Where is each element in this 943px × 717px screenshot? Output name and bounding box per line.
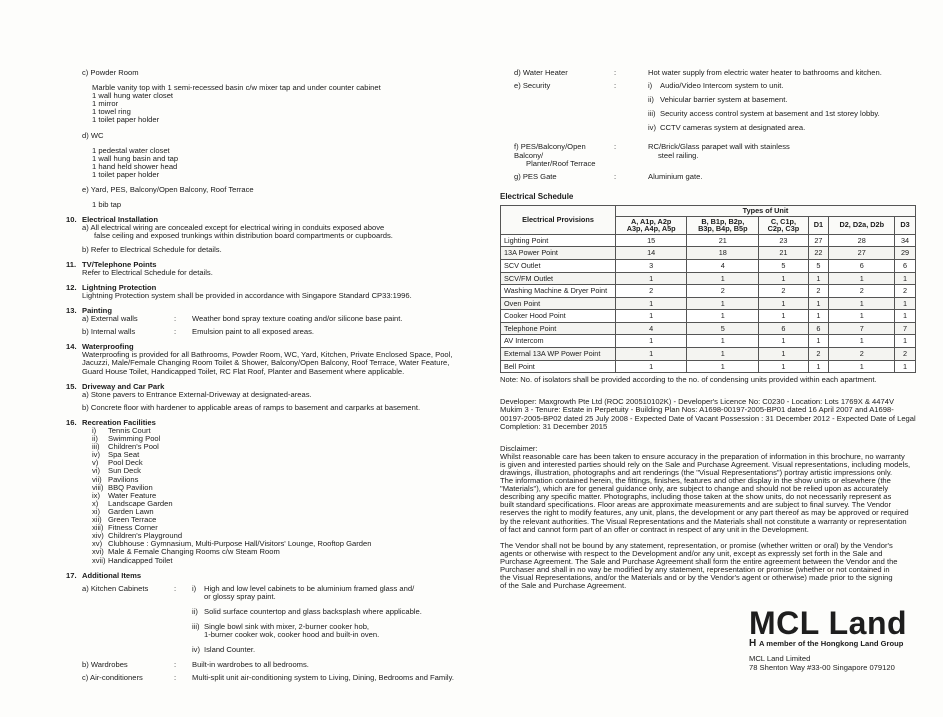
list-item: ii) Solid surface countertop and glass backsplash where applicable. (192, 606, 422, 616)
yard-item: 1 bib tap (92, 200, 122, 210)
section-title-additional: 17. Additional Items (66, 570, 142, 580)
table-header: B, B1p, B2p, B3p, B4p, B5p (687, 216, 759, 234)
company-address: MCL Land Limited 78 Shenton Way #33-00 Singapore 079120 (749, 654, 895, 672)
disclaimer-paragraph-2: The Vendor shall not be bound by any statement, representation, or promise (whether written or oral) by the Vendor's agents or otherwise with respect to the Development and/or any unit, except as expressly set forth in the Sale and Purchase Agreement. The Sale and Purchase Agreement shall form the entire agreement between the Vendor and the Purchaser and shall in no way be modified by any statement, representation or promise (whether or not contained in the Visual Representations, and/or the Materials and or by the Vendor's agent or otherwise) made prior to the signing of the Sale and Purchase Agreement. (500, 540, 898, 591)
water-heater: d) Water Heater : Hot water supply from electric water heater to bathrooms and kitchen. (514, 68, 882, 77)
table-cell: 1 (759, 335, 808, 348)
electrical-b: b) Refer to Electrical Schedule for details. (82, 244, 222, 254)
table-cell-provision: Cooker Hood Point (501, 310, 616, 323)
table-cell: 1 (687, 348, 759, 361)
table-row (501, 322, 916, 335)
logo-tagline: H A member of the Hongkong Land Group (749, 638, 904, 649)
list-item: vi) Sun Deck (92, 466, 141, 476)
table-header: A, A1p, A2p A3p, A4p, A5p (616, 216, 687, 234)
table-cell: 5 (808, 259, 829, 272)
table-cell: 22 (808, 247, 829, 260)
table-cell: 2 (687, 285, 759, 298)
section-title-lightning: 12. Lightning Protection (66, 282, 157, 292)
table-cell: 1 (829, 335, 895, 348)
table-cell: 1 (895, 360, 916, 373)
section-title-electrical: 10. Electrical Installation (66, 215, 158, 225)
table-cell: 1 (687, 310, 759, 323)
table-cell: 1 (759, 348, 808, 361)
table-header: Types of Unit (616, 205, 916, 216)
table-cell: 1 (687, 272, 759, 285)
hongkong-land-mark-icon: H (749, 638, 757, 649)
list-item: xiv) Children's Playground (92, 531, 183, 541)
security: e) Security : i) Audio/Video Intercom system to unit. ii) Vehicular barrier system at basement. iii) Security access control system at basement and 1st storey lobby. iv) CCTV cameras system at designated area. (500, 82, 920, 138)
table-cell: 1 (895, 310, 916, 323)
section-title-recreation: 16. Recreation Facilities (66, 417, 156, 427)
table-cell: 4 (616, 322, 687, 335)
wc-items (66, 147, 486, 179)
table-cell: 1 (829, 360, 895, 373)
table-cell: 21 (687, 234, 759, 247)
list-item: xii) Green Terrace (92, 515, 157, 525)
wardrobes: b) Wardrobes : Built-in wardrobes to all bedrooms. (82, 660, 309, 670)
list-item: 1 hand held shower head (92, 161, 178, 171)
table-cell: 29 (895, 247, 916, 260)
pes-gate: g) PES Gate : Aluminium gate. (514, 171, 703, 181)
table-cell: 1 (759, 310, 808, 323)
mcl-land-logo (749, 607, 907, 672)
table-cell-provision: 13A Power Point (501, 247, 616, 260)
powder-room-title: c) Powder Room (82, 68, 139, 77)
table-cell: 23 (759, 234, 808, 247)
recreation-list (66, 427, 486, 565)
table-cell-provision: SCV Outlet (501, 259, 616, 272)
list-item: Marble vanity top with 1 semi-recessed basin c/w mixer tap and under counter cabinet (92, 83, 381, 93)
air-conditioners: c) Air-conditioners : Multi-split unit air-conditioning system to Living, Dining, Bedrooms and Family. (82, 673, 454, 683)
security-list (648, 82, 920, 132)
table-cell: 21 (759, 247, 808, 260)
list-item: x) Landscape Garden (92, 498, 173, 508)
table-row (501, 335, 916, 348)
table-row (501, 247, 916, 260)
list-item: iii) Security access control system at basement and 1st storey lobby. (648, 109, 880, 119)
driveway-b: b) Concrete floor with hardener to applicable areas of ramps to basement and carparks at basement. (82, 402, 421, 412)
table-cell: 18 (687, 247, 759, 260)
table-row (501, 348, 916, 361)
list-item: iv) CCTV cameras system at designated area. (648, 123, 806, 133)
table-cell: 5 (687, 322, 759, 335)
painting-external: a) External walls : Weather bond spray texture coating and/or silicone base paint. (82, 314, 403, 324)
powder-room-items (66, 84, 486, 124)
section-title-waterproofing: 14. Waterproofing (66, 342, 134, 352)
list-item: iv) Island Counter. (192, 645, 256, 655)
table-cell: 1 (687, 335, 759, 348)
table-cell: 4 (687, 259, 759, 272)
section-title-driveway: 15. Driveway and Car Park (66, 381, 165, 391)
list-item: iii) Single bowl sink with mixer, 2-burner cooker hob, 1-burner cooker wok, cooker hood and built-in oven. (192, 621, 380, 640)
table-cell: 2 (895, 348, 916, 361)
table-cell: 1 (895, 272, 916, 285)
disclaimer-title: Disclaimer: (500, 443, 538, 453)
table-cell: 1 (616, 272, 687, 285)
table-cell: 1 (808, 310, 829, 323)
list-item: vii) Pavilions (92, 474, 139, 484)
table-cell: 2 (829, 348, 895, 361)
tv-body: Refer to Electrical Schedule for details. (82, 267, 213, 277)
table-cell-provision: Oven Point (501, 297, 616, 310)
kitchen-cabinets: a) Kitchen Cabinets : i) High and low level cabinets to be aluminium framed glass and/ or glossy spray paint. ii) Solid surface countertop and glass backsplash where applicable. iii) Single bowl sink with mixer, 2-burner cooker hob, 1-burner cooker wok, cooker hood and built-in oven. iv) Island Counter. (66, 585, 486, 662)
table-cell-provision: External 13A WP Power Point (501, 348, 616, 361)
list-item: ix) Water Feature (92, 490, 157, 500)
table-cell: 1 (895, 297, 916, 310)
table-header: D2, D2a, D2b (829, 216, 895, 234)
list-item: viii) BBQ Pavilion (92, 482, 153, 492)
table-cell: 2 (808, 285, 829, 298)
yard-title: e) Yard, PES, Balcony/Open Balcony, Roof Terrace (82, 185, 254, 195)
table-row (501, 360, 916, 373)
table-row (501, 272, 916, 285)
list-item: 1 toilet paper holder (92, 169, 160, 179)
table-cell: 27 (808, 234, 829, 247)
table-cell: 2 (808, 348, 829, 361)
table-cell: 1 (687, 360, 759, 373)
table-cell: 1 (808, 272, 829, 285)
table-cell: 5 (759, 259, 808, 272)
table-cell: 1 (616, 310, 687, 323)
list-item: iv) Spa Seat (92, 450, 140, 460)
left-column (66, 69, 486, 682)
table-cell: 1 (616, 297, 687, 310)
table-cell: 1 (616, 348, 687, 361)
electrical-schedule-table (500, 205, 916, 373)
table-cell: 1 (759, 297, 808, 310)
table-cell: 28 (829, 234, 895, 247)
table-cell: 1 (808, 335, 829, 348)
table-cell: 6 (808, 322, 829, 335)
table-row (501, 285, 916, 298)
developer-info: Developer: Maxgrowth Pte Ltd (ROC 200510102K) - Developer's Licence No: C0230 - Location: Lots 1769X & 4474V Mukim 3 - Tenure: Estate in Perpetuity - Building Plan Nos: A1698-00197-2005-BP01 dated 16 April 2007 and A1698- 00197-2005-BP02 dated 25 July 2008 - Expected Date of Vacant Possession : 31 December 2012 - Expected Date of Legal Completion: 31 December 2015 (500, 397, 916, 431)
wc-title: d) WC (82, 130, 104, 140)
table-cell: 7 (895, 322, 916, 335)
table-cell: 27 (829, 247, 895, 260)
list-item: xvi) Male & Female Changing Rooms c/w Steam Room (92, 547, 280, 557)
section-title-painting: 13. Painting (66, 305, 112, 315)
table-cell: 1 (895, 335, 916, 348)
list-item: 1 wall hung basin and tap (92, 153, 179, 163)
table-cell-provision: Telephone Point (501, 322, 616, 335)
table-cell: 6 (895, 259, 916, 272)
table-cell-provision: SCV/FM Outlet (501, 272, 616, 285)
table-cell: 2 (829, 285, 895, 298)
table-cell: 2 (895, 285, 916, 298)
table-cell-provision: Washing Machine & Dryer Point (501, 285, 616, 298)
table-cell-provision: AV Intercom (501, 335, 616, 348)
right-column (500, 69, 920, 590)
table-cell: 1 (829, 310, 895, 323)
table-row (501, 297, 916, 310)
list-item: i) High and low level cabinets to be aluminium framed glass and/ or glossy spray paint. (192, 583, 415, 601)
table-header: C, C1p, C2p, C3p (759, 216, 808, 234)
table-header: Electrical Provisions (501, 205, 616, 234)
table-cell: 2 (616, 285, 687, 298)
table-cell: 1 (759, 272, 808, 285)
list-item: i) Tennis Court (92, 426, 151, 435)
table-cell: 1 (808, 360, 829, 373)
list-item: 1 towel ring (92, 107, 131, 117)
table-row (501, 234, 916, 247)
table-cell: 6 (829, 259, 895, 272)
table-cell: 1 (759, 360, 808, 373)
list-item: 1 toilet paper holder (92, 115, 160, 125)
electrical-a-cont: false ceiling and exposed trunkings within distribution board compartments or cupboards. (94, 231, 393, 241)
table-cell: 34 (895, 234, 916, 247)
list-item: 1 wall hung water closet (92, 91, 174, 101)
list-item: xiii) Fitness Corner (92, 523, 158, 533)
table-cell: 1 (616, 335, 687, 348)
list-item: xv) Clubhouse : Gymnasium, Multi-Purpose Hall/Visitors' Lounge, Rooftop Garden (92, 539, 372, 549)
table-cell: 3 (616, 259, 687, 272)
painting-internal: b) Internal walls : Emulsion paint to all exposed areas. (82, 327, 314, 337)
table-cell: 1 (829, 272, 895, 285)
lightning-body: Lightning Protection system shall be provided in accordance with Singapore Standard CP33:1996. (82, 290, 412, 300)
table-cell: 14 (616, 247, 687, 260)
logo-wordmark: MCL Land (749, 605, 908, 641)
table-cell: 6 (759, 322, 808, 335)
list-item: xi) Garden Lawn (92, 506, 154, 516)
list-item: 1 pedestal water closet (92, 145, 170, 155)
table-cell: 1 (829, 297, 895, 310)
list-item: i) Audio/Video Intercom system to unit. (648, 81, 784, 91)
list-item: 1 mirror (92, 99, 119, 109)
list-item: ii) Swimming Pool (92, 434, 161, 444)
list-item: ii) Vehicular barrier system at basement. (648, 95, 788, 105)
electrical-schedule-title: Electrical Schedule (500, 191, 574, 201)
list-item: v) Pool Deck (92, 458, 143, 468)
table-cell: 1 (808, 297, 829, 310)
table-cell: 2 (759, 285, 808, 298)
table-cell: 7 (829, 322, 895, 335)
kitchen-cabinet-list (192, 585, 486, 655)
table-cell-provision: Lighting Point (501, 234, 616, 247)
driveway-a: a) Stone pavers to Entrance External-Driveway at designated-areas. (82, 389, 312, 399)
table-cell-provision: Bell Point (501, 360, 616, 373)
schedule-note: Note: No. of isolators shall be provided according to the no. of condensing units provided within each apartment. (500, 375, 877, 385)
electrical-a: a) All electrical wiring are concealed except for electrical wiring in conduits exposed above (82, 223, 385, 233)
table-cell: 15 (616, 234, 687, 247)
list-item: iii) Children's Pool (92, 442, 159, 452)
pes-balcony: f) PES/Balcony/Open Balcony/ Planter/Roof Terrace : RC/Brick/Glass parapet wall with stainless steel railing. (514, 142, 790, 168)
list-item: xvii) Handicapped Toilet (92, 555, 173, 565)
table-cell: 1 (687, 297, 759, 310)
disclaimer-paragraph-1: Whilst reasonable care has been taken to ensure accuracy in the preparation of information in this brochure, no warranty is given and interested parties should rely on the Sale and Purchase Agreement. Visual representations, including models, drawings, illustration, photographs and art renderings (the "Visual Representations") portray artistic impressions only. The information contained herein, the fittings, finishes, features and other display in the show units or elsewhere (the "Materials"), which are for general guidance only, are subject to change and should not be relied upon as accurately describing any specific matter. Photographs, including those taken at the show units, do not necessarily represent as built standard specifications. Floor areas are approximate measurements and are subject to final survey. The Vendor reserves the right to modify features, any unit, plans, the development or any part thereof as may be approved or required by the relevant authorities. The Visual Representations and the Materials shall not constitute a warranty or representation of fact and cannot form part of an offer or contract in respect of any unit in the Development. (500, 451, 911, 534)
table-row (501, 259, 916, 272)
section-title-tv: 11. TV/Telephone Points (66, 259, 157, 269)
table-header: D1 (808, 216, 829, 234)
table-header: D3 (895, 216, 916, 234)
table-cell: 1 (616, 360, 687, 373)
waterproofing-body: Waterproofing is provided for all Bathrooms, Powder Room, WC, Yard, Kitchen, Private Enclosed Space, Pool, Jacuzzi, Male/Female Changing Room Toilet & Shower, Balcony/Open Balcony, Roof Terrace, Water Feature, Guard House Toilet, Handicapped Toilet, RC Flat Roof, Planter and Basement where applicable. (82, 350, 453, 376)
table-row (501, 310, 916, 323)
